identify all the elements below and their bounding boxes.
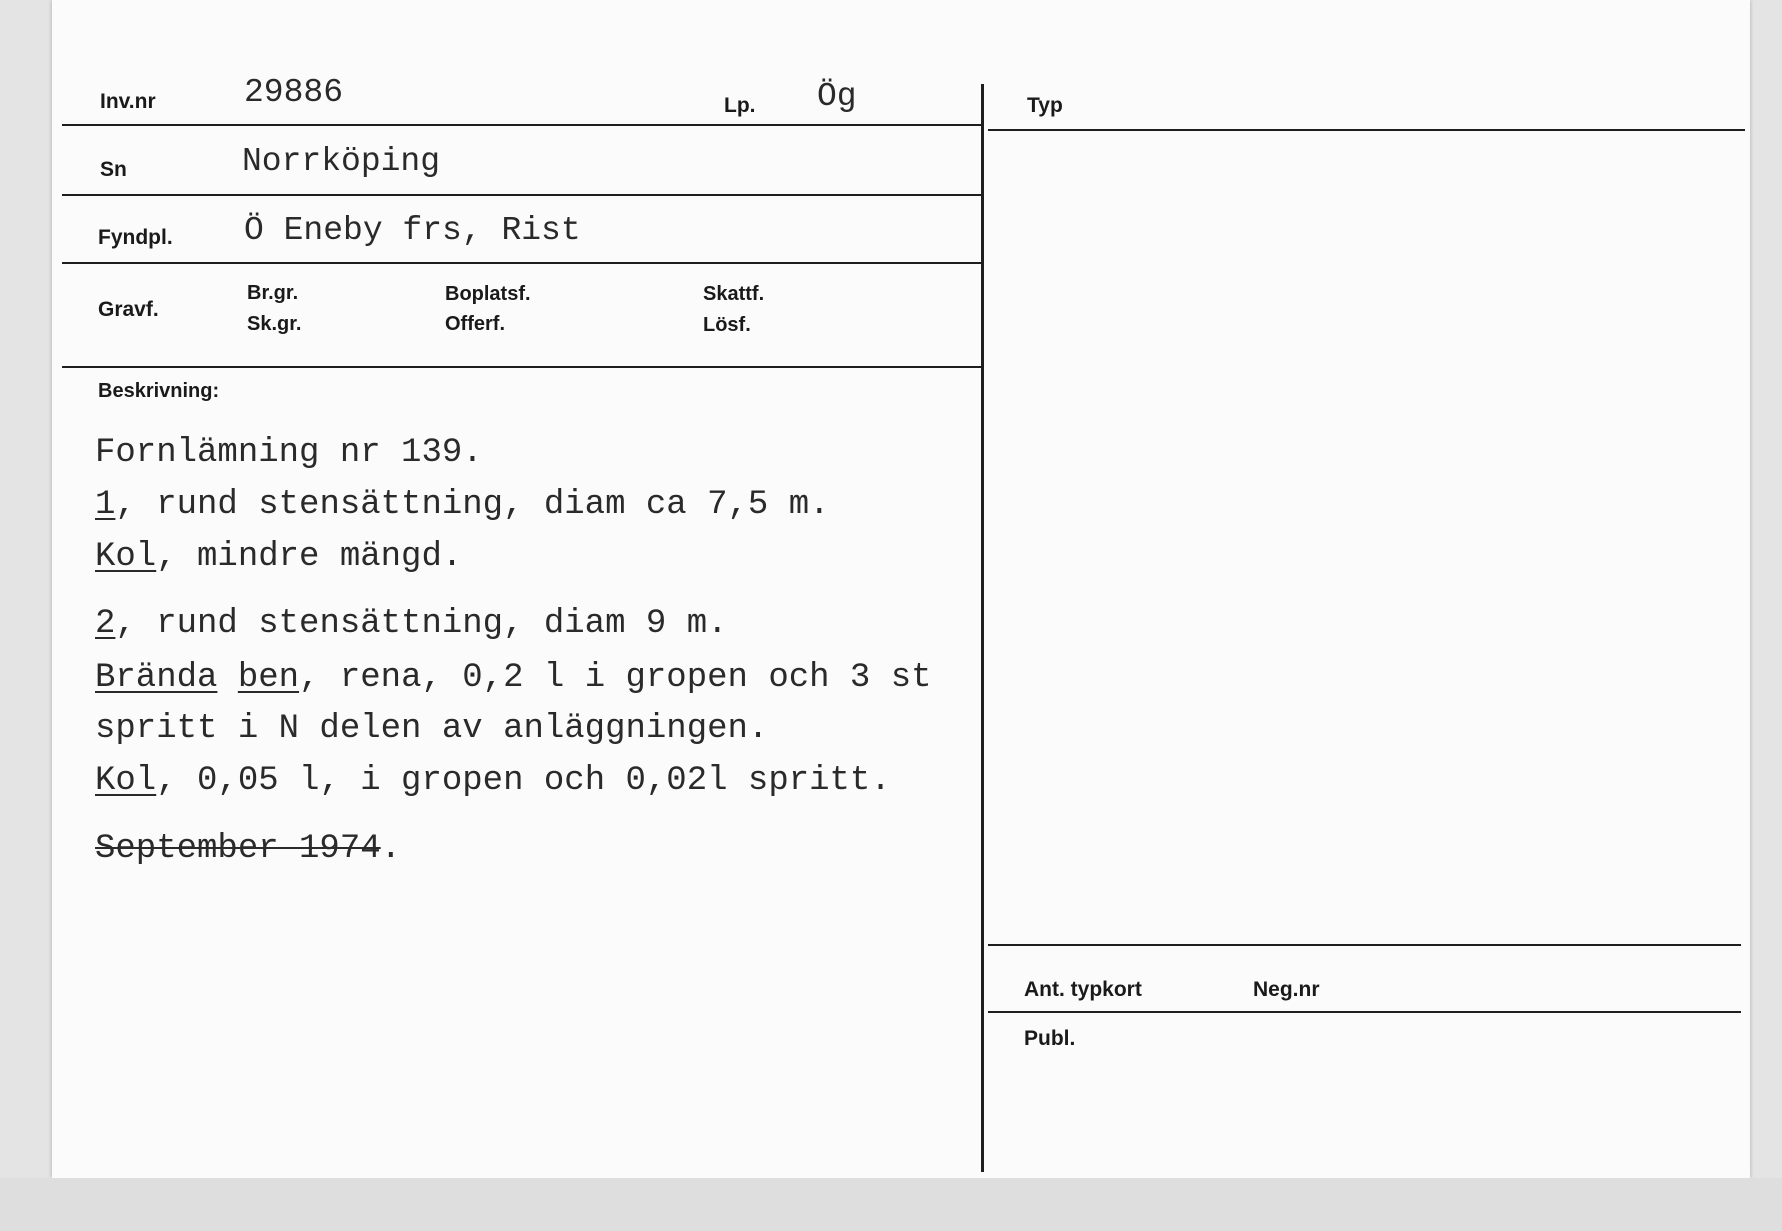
skgr-label: Sk.gr. [247,313,302,335]
description-underlined: Brända [95,659,218,697]
rule-ant-bottom [988,1011,1741,1013]
description-text: , mindre mängd. [156,538,463,576]
description-text: , rena, 0,2 l i gropen och 3 st [299,659,932,697]
publ-label: Publ. [1024,1027,1076,1050]
neg-nr-label: Neg.nr [1253,978,1320,1001]
description-line [95,605,728,643]
description-text [217,659,237,697]
lp-label: Lp. [724,94,756,117]
fyndpl-label: Fyndpl. [98,226,173,249]
sn-value: Norrköping [242,143,441,180]
description-underlined: ben [237,659,300,697]
rule-fyndpl [62,262,982,264]
inv-nr-value: 29886 [244,74,344,111]
description-line [95,486,830,524]
rule-typ [988,129,1745,131]
description-text: , rund stensättning, diam ca 7,5 m. [115,486,830,524]
description-line [95,762,891,800]
description-text: Fornlämning nr 139. [95,434,483,472]
description-line [95,434,483,472]
description-line [95,830,401,868]
fyndpl-value: Ö Eneby frs, Rist [244,212,581,249]
boplatsf-label: Boplatsf. [445,283,531,305]
description-text: spritt i N delen av anläggningen. [95,710,769,748]
losf-label: Lösf. [703,314,751,336]
rule-ant-top [988,944,1741,946]
description-line [95,659,932,697]
rule-gravf [62,366,982,368]
description-line [95,538,462,576]
description-line [95,710,768,748]
skattf-label: Skattf. [703,283,765,305]
gravf-label: Gravf. [98,298,159,321]
typ-label: Typ [1027,94,1063,117]
description-text: , rund stensättning, diam 9 m. [115,605,728,643]
description-underlined: Kol [95,762,157,800]
offerf-label: Offerf. [445,313,505,335]
beskrivning-label: Beskrivning: [98,380,220,402]
brgr-label: Br.gr. [247,282,299,304]
description-underlined: 2 [95,605,116,643]
rule-inv [62,124,982,126]
card-divider [981,84,984,1172]
description-underlined: Kol [95,538,157,576]
description-text: . [380,830,402,868]
description-text: , 0,05 l, i gropen och 0,02l spritt. [156,762,891,800]
scan-background [0,1178,1782,1231]
sn-label: Sn [100,158,127,181]
ant-typkort-label: Ant. typkort [1024,978,1142,1001]
inv-nr-label: Inv.nr [100,90,156,113]
description-struck: September 1974 [95,830,381,868]
lp-value: Ög [817,78,857,115]
description-underlined: 1 [95,486,116,524]
rule-sn [62,194,982,196]
